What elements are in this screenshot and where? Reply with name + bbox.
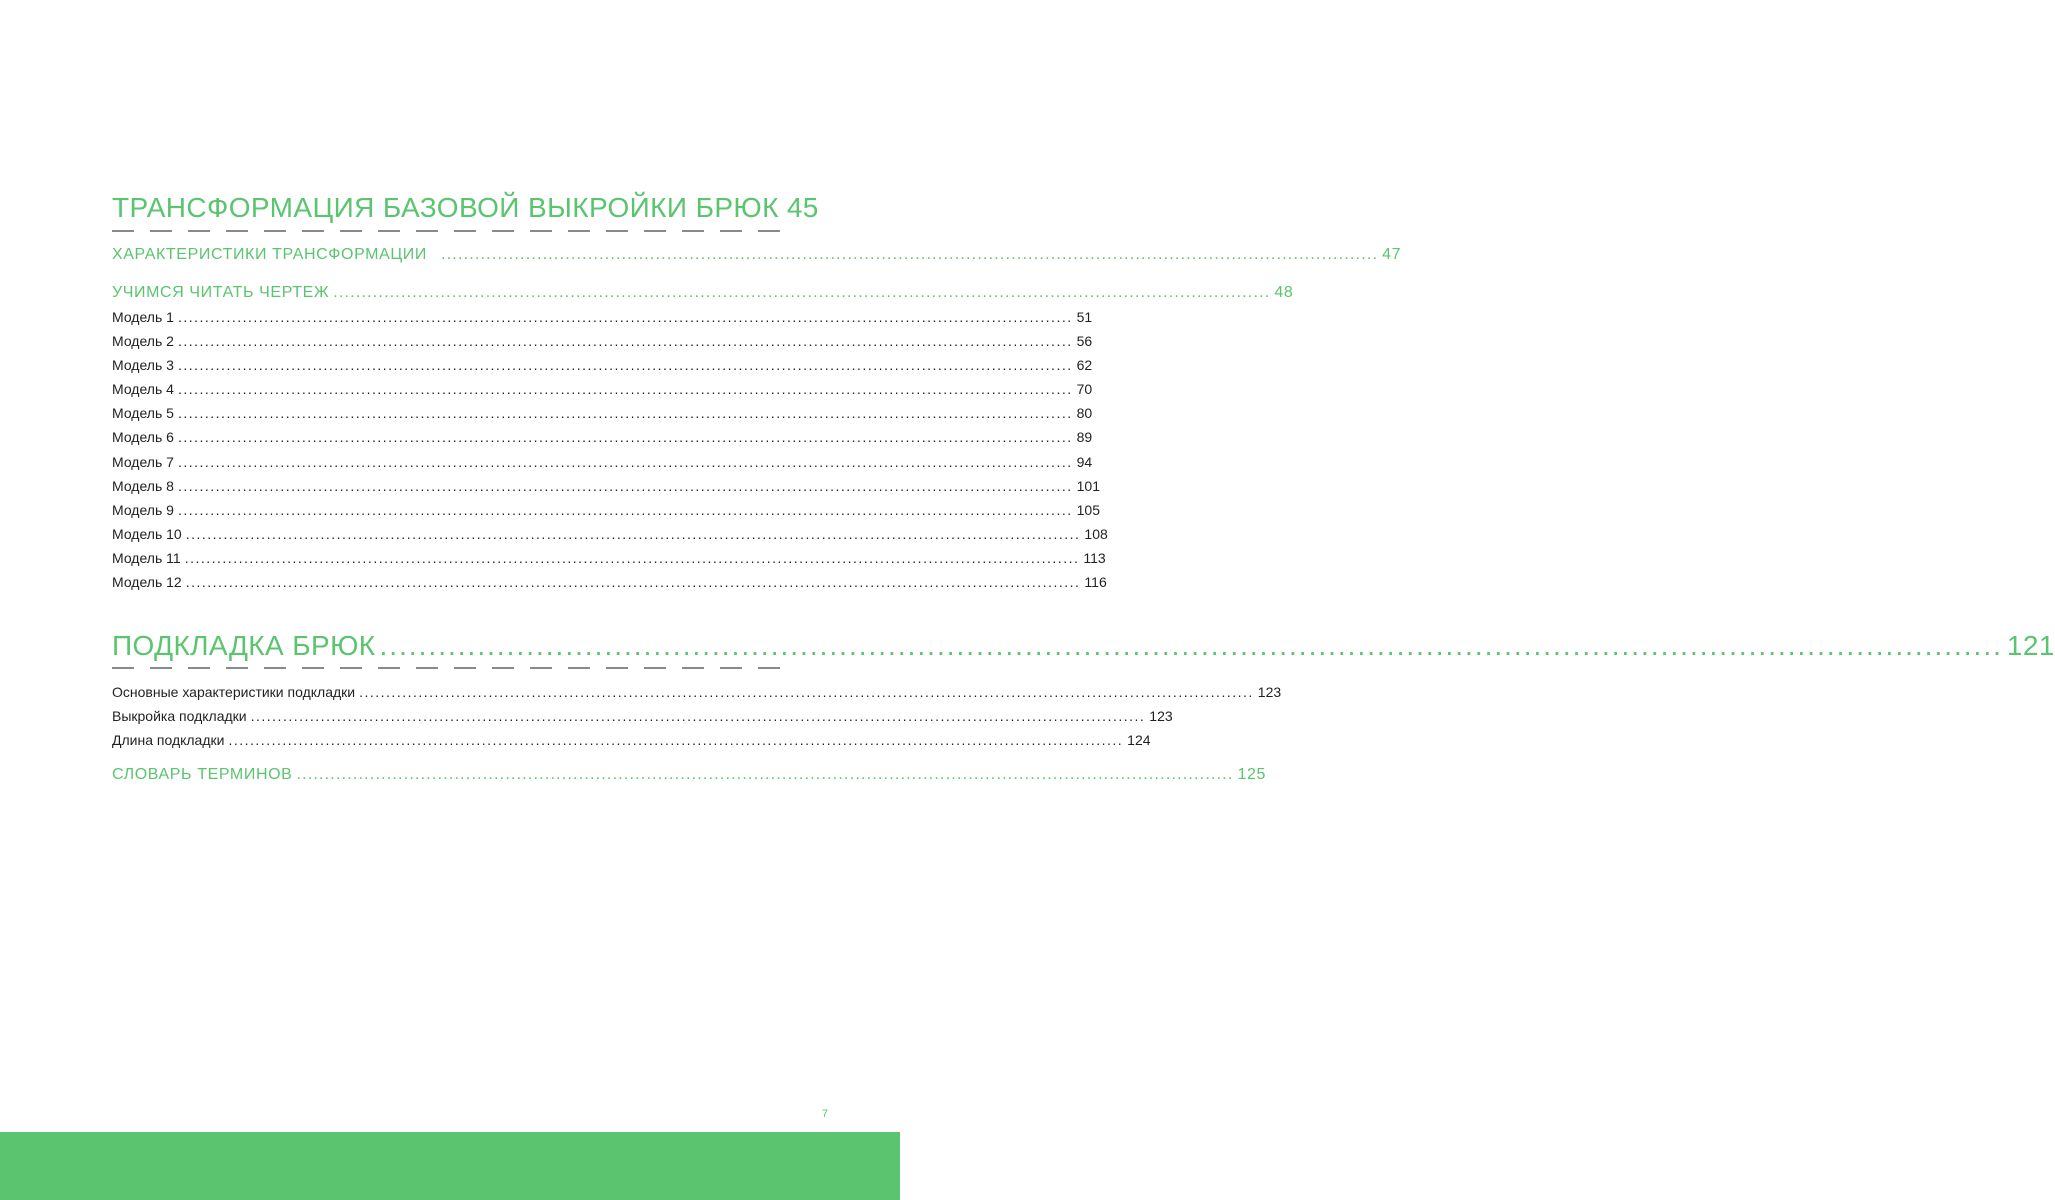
leader-dots: ...................................................................................................................................................................... [177, 333, 1073, 349]
chapter-title: ПОДКЛАДКА БРЮК [112, 630, 376, 661]
page-number: 7 [821, 1108, 828, 1120]
item-label: Модель 8 [112, 478, 174, 494]
leader-dots: ...................................................................................................................................................................... [379, 630, 2003, 661]
toc-item[interactable] [112, 708, 1173, 724]
section-heading[interactable] [112, 284, 1294, 302]
leader-dots: ...................................................................................................................................................................... [359, 684, 1254, 700]
leader-dots: ...................................................................................................................................................................... [185, 526, 1081, 542]
leader-dots: ...................................................................................................................................................................... [177, 405, 1073, 421]
leader-dots: ...................................................................................................................................................................... [177, 454, 1073, 470]
dashed-rule [112, 667, 788, 669]
item-page: 108 [1084, 526, 1108, 542]
leader-dots: ...................................................................................................................................................................... [177, 309, 1073, 325]
item-label: Модель 7 [112, 454, 174, 470]
leader-dots: ...................................................................................................................................................................... [296, 766, 1234, 783]
item-label: Модель 9 [112, 502, 174, 518]
item-page: 94 [1076, 454, 1093, 470]
toc-item[interactable] [112, 478, 1100, 494]
section-page: 125 [1237, 766, 1267, 783]
section-heading[interactable] [112, 766, 1267, 784]
item-page: 113 [1083, 550, 1106, 566]
item-page: 62 [1076, 357, 1093, 373]
item-page: 123 [1149, 708, 1173, 724]
leader-dots: ...................................................................................................................................................................... [177, 429, 1073, 445]
leader-dots: ...................................................................................................................................................................... [441, 246, 1379, 263]
item-page: 56 [1076, 333, 1093, 349]
toc-item[interactable] [112, 574, 1107, 590]
dashed-rule [112, 230, 788, 232]
toc-item[interactable] [112, 333, 1093, 349]
toc-item[interactable] [112, 684, 1282, 700]
section-page: 47 [1382, 246, 1402, 263]
section-title: ХАРАКТЕРИСТИКИ ТРАНСФОРМАЦИИ [112, 246, 428, 263]
item-label: Модель 3 [112, 357, 174, 373]
toc-item[interactable] [112, 502, 1100, 518]
toc-item[interactable] [112, 381, 1093, 397]
leader-dots: ...................................................................................................................................................................... [177, 478, 1073, 494]
leader-dots: ...................................................................................................................................................................... [333, 284, 1271, 301]
toc-item[interactable] [112, 454, 1093, 470]
item-label: Модель 1 [112, 309, 174, 325]
item-label: Длина подкладки [112, 732, 225, 748]
item-label: Модель 2 [112, 333, 174, 349]
item-page: 51 [1076, 309, 1093, 325]
footer-bar [0, 1132, 900, 1200]
chapter-page: 45 [786, 192, 819, 223]
item-label: Модель 5 [112, 405, 174, 421]
leader-dots: ...................................................................................................................................................................... [184, 550, 1080, 566]
item-label: Основные характеристики подкладки [112, 684, 356, 700]
leader-dots: ...................................................................................................................................................................... [228, 732, 1124, 748]
leader-dots: ...................................................................................................................................................................... [185, 574, 1081, 590]
item-label: Модель 11 [112, 550, 181, 566]
chapter-heading[interactable] [112, 192, 819, 224]
section-heading[interactable] [112, 246, 1402, 264]
toc-item[interactable] [112, 526, 1108, 542]
section-page: 48 [1274, 284, 1294, 301]
chapter-page: 121 [2006, 630, 2055, 661]
toc-item[interactable] [112, 357, 1093, 373]
item-label: Модель 6 [112, 429, 174, 445]
toc-item[interactable] [112, 429, 1093, 445]
item-page: 70 [1076, 381, 1093, 397]
section-title: УЧИМСЯ ЧИТАТЬ ЧЕРТЕЖ [112, 284, 330, 301]
toc-item[interactable] [112, 732, 1151, 748]
item-page: 89 [1076, 429, 1093, 445]
section-title: СЛОВАРЬ ТЕРМИНОВ [112, 766, 293, 783]
item-page: 101 [1076, 478, 1100, 494]
leader-dots: ...................................................................................................................................................................... [177, 381, 1073, 397]
item-label: Модель 10 [112, 526, 182, 542]
item-label: Выкройка подкладки [112, 708, 247, 724]
item-page: 123 [1257, 684, 1282, 700]
chapter-heading[interactable] [112, 630, 2055, 662]
toc-item[interactable] [112, 405, 1093, 421]
chapter-title: ТРАНСФОРМАЦИЯ БАЗОВОЙ ВЫКРОЙКИ БРЮК [112, 192, 779, 223]
item-label: Модель 12 [112, 574, 182, 590]
toc-item[interactable] [112, 550, 1106, 566]
item-page: 124 [1127, 732, 1151, 748]
item-page: 105 [1076, 502, 1100, 518]
toc-item[interactable] [112, 309, 1093, 325]
leader-dots: ...................................................................................................................................................................... [177, 502, 1073, 518]
item-page: 116 [1084, 574, 1107, 590]
item-page: 80 [1076, 405, 1093, 421]
item-label: Модель 4 [112, 381, 174, 397]
leader-dots: ...................................................................................................................................................................... [250, 708, 1146, 724]
leader-dots: ...................................................................................................................................................................... [177, 357, 1073, 373]
